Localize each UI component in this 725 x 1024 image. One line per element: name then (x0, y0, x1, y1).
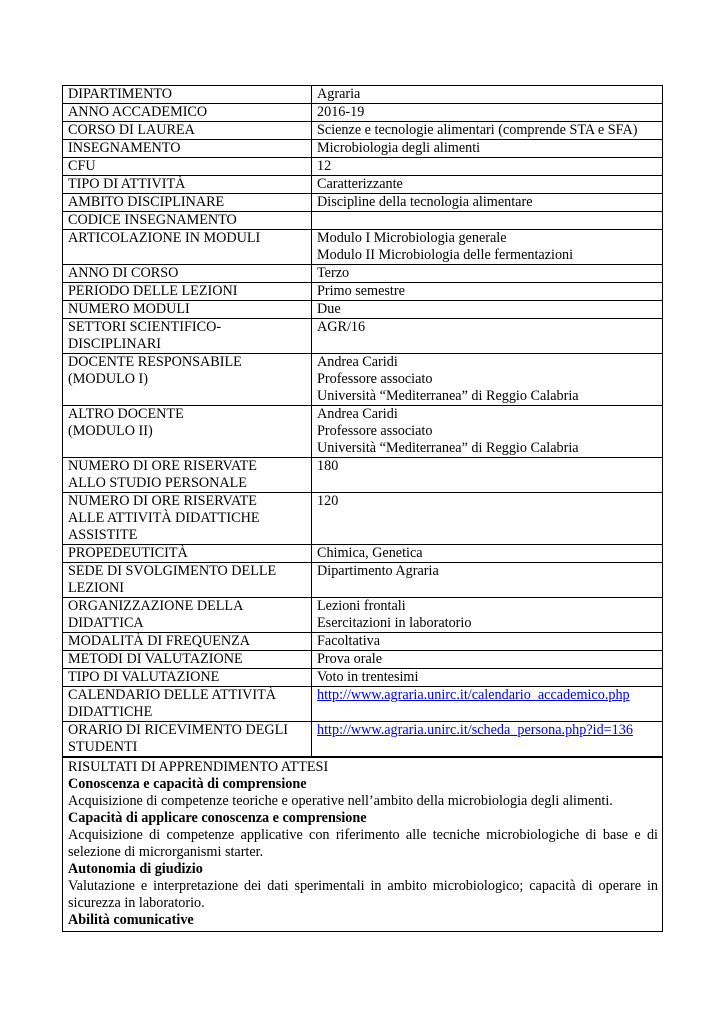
table-row (63, 651, 663, 669)
row-value: 120 (312, 493, 663, 545)
table-row (63, 319, 663, 354)
table-row (63, 194, 663, 212)
table-row (63, 722, 663, 757)
table-row (63, 493, 663, 545)
row-value-link[interactable]: http://www.agraria.unirc.it/calendario_accademico.php (317, 687, 630, 703)
course-info-body (63, 86, 663, 757)
row-value: Caratterizzante (312, 176, 663, 194)
row-value (312, 212, 663, 230)
table-row (63, 563, 663, 598)
row-value: Chimica, Genetica (312, 545, 663, 563)
row-label: MODALITÀ DI FREQUENZA (63, 633, 312, 651)
table-row (63, 406, 663, 458)
table-row (63, 301, 663, 319)
table-row (63, 354, 663, 406)
row-label: ORARIO DI RICEVIMENTO DEGLI STUDENTI (63, 722, 312, 757)
row-label: SEDE DI SVOLGIMENTO DELLE LEZIONI (63, 563, 312, 598)
row-label: NUMERO MODULI (63, 301, 312, 319)
section-heading: Conoscenza e capacità di comprensione (68, 776, 307, 792)
learning-outcomes-sections (68, 776, 658, 929)
table-row (63, 158, 663, 176)
row-value: Andrea Caridi Professore associato Università “Mediterranea” di Reggio Calabria (312, 406, 663, 458)
table-row (63, 545, 663, 563)
table-row (63, 633, 663, 651)
row-value: 2016-19 (312, 104, 663, 122)
row-label: PERIODO DELLE LEZIONI (63, 283, 312, 301)
row-value: 12 (312, 158, 663, 176)
table-row (63, 86, 663, 104)
row-label: DOCENTE RESPONSABILE (MODULO I) (63, 354, 312, 406)
section-heading: Capacità di applicare conoscenza e comprensione (68, 810, 367, 826)
row-label: NUMERO DI ORE RISERVATE ALLO STUDIO PERSONALE (63, 458, 312, 493)
row-value: Terzo (312, 265, 663, 283)
row-label: TIPO DI ATTIVITÀ (63, 176, 312, 194)
table-row (63, 122, 663, 140)
table-row (63, 140, 663, 158)
section-text: Acquisizione di competenze teoriche e operative nell’ambito della microbiologia degli alimenti. (68, 793, 613, 809)
row-label: SETTORI SCIENTIFICO- DISCIPLINARI (63, 319, 312, 354)
section-text: Valutazione e interpretazione dei dati sperimentali in ambito microbiologico; capacità di operare in sicurezza in laboratorio. (68, 878, 658, 911)
row-value: Voto in trentesimi (312, 669, 663, 687)
row-label: PROPEDEUTICITÀ (63, 545, 312, 563)
row-label: CORSO DI LAUREA (63, 122, 312, 140)
section-text: Acquisizione di competenze applicative con riferimento alle tecniche microbiologiche di base e di selezione di microrganismi starter. (68, 827, 658, 860)
row-value: Discipline della tecnologia alimentare (312, 194, 663, 212)
table-row (63, 104, 663, 122)
row-label: ARTICOLAZIONE IN MODULI (63, 230, 312, 265)
row-label: ALTRO DOCENTE (MODULO II) (63, 406, 312, 458)
row-value: Dipartimento Agraria (312, 563, 663, 598)
row-label: CFU (63, 158, 312, 176)
row-value-link[interactable]: http://www.agraria.unirc.it/scheda_persona.php?id=136 (317, 722, 633, 738)
section-heading: Abilità comunicative (68, 912, 194, 928)
table-row (63, 265, 663, 283)
row-value: Facoltativa (312, 633, 663, 651)
row-label: ORGANIZZAZIONE DELLA DIDATTICA (63, 598, 312, 633)
row-value: Primo semestre (312, 283, 663, 301)
row-value: Microbiologia degli alimenti (312, 140, 663, 158)
row-value: Modulo I Microbiologia generale Modulo II Microbiologia delle fermentazioni (312, 230, 663, 265)
row-label: ANNO DI CORSO (63, 265, 312, 283)
row-value-cell (312, 722, 663, 757)
table-row (63, 283, 663, 301)
row-label: CODICE INSEGNAMENTO (63, 212, 312, 230)
row-label: CALENDARIO DELLE ATTIVITÀ DIDATTICHE (63, 687, 312, 722)
learning-outcomes-box (62, 757, 663, 932)
row-value: AGR/16 (312, 319, 663, 354)
table-row (63, 212, 663, 230)
row-value: 180 (312, 458, 663, 493)
row-value: Prova orale (312, 651, 663, 669)
row-value-cell (312, 687, 663, 722)
table-row (63, 687, 663, 722)
row-label: NUMERO DI ORE RISERVATE ALLE ATTIVITÀ DIDATTICHE ASSISTITE (63, 493, 312, 545)
row-value: Lezioni frontali Esercitazioni in laboratorio (312, 598, 663, 633)
section-heading: Autonomia di giudizio (68, 861, 203, 877)
row-label: DIPARTIMENTO (63, 86, 312, 104)
row-label: ANNO ACCADEMICO (63, 104, 312, 122)
course-info-table (62, 85, 663, 757)
row-value: Andrea Caridi Professore associato Università “Mediterranea” di Reggio Calabria (312, 354, 663, 406)
table-row (63, 458, 663, 493)
row-label: TIPO DI VALUTAZIONE (63, 669, 312, 687)
row-label: INSEGNAMENTO (63, 140, 312, 158)
table-row (63, 598, 663, 633)
table-row (63, 230, 663, 265)
row-value: Scienze e tecnologie alimentari (comprende STA e SFA) (312, 122, 663, 140)
row-value: Agraria (312, 86, 663, 104)
table-row (63, 669, 663, 687)
row-label: AMBITO DISCIPLINARE (63, 194, 312, 212)
row-label: METODI DI VALUTAZIONE (63, 651, 312, 669)
table-row (63, 176, 663, 194)
row-value: Due (312, 301, 663, 319)
learning-outcomes-title: RISULTATI DI APPRENDIMENTO ATTESI (68, 759, 329, 775)
